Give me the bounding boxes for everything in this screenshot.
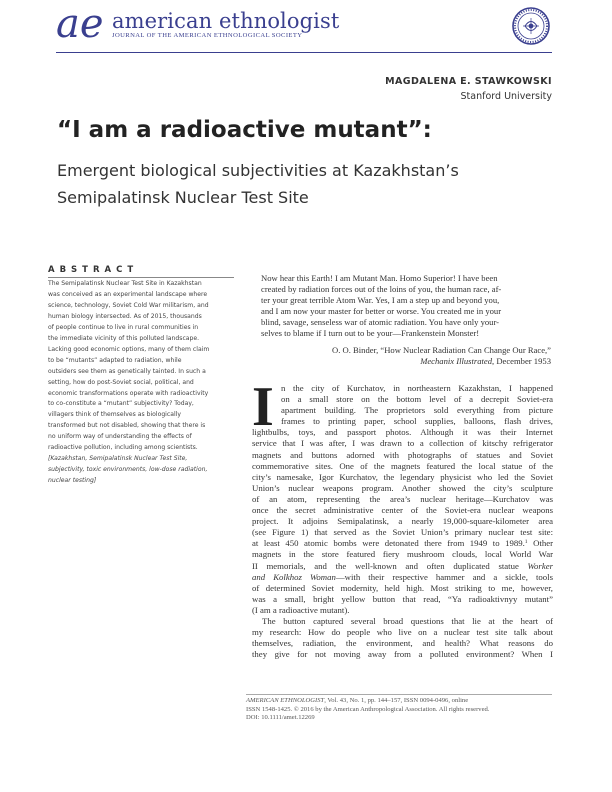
article-subtitle-line: Semipalatinsk Nuclear Test Site <box>57 188 309 207</box>
abstract-line: outsiders see them as genetically tainted. In such a <box>48 367 206 375</box>
body-line: frames to printing paper, school supplies, balloons, flash drives, <box>281 416 553 427</box>
body-line-text: Other <box>533 538 553 549</box>
citation-source: Mechanix Illustrated <box>420 356 493 366</box>
body-text <box>252 376 553 660</box>
author-name: MAGDALENA E. STAWKOWSKI <box>385 76 552 87</box>
body-line: on a small store on the bottom level of a decrepit Soviet-era <box>281 394 553 405</box>
keywords-text: nuclear testing] <box>48 477 97 485</box>
drop-cap: I <box>252 376 274 438</box>
body-line: project. It adjoins Semipalatinsk, a nearly 19,000-square-kilometer area <box>252 516 553 527</box>
epigraph-line: selves to blame if I turn out to be your—Frankenstein Monster! <box>261 328 480 338</box>
abstract-heading: ABSTRACT <box>48 265 139 275</box>
epigraph-line: created by radiation forces out of the loins of you, the human race, af- <box>261 284 502 294</box>
article-title: “I am a radioactive mutant”: <box>57 117 432 143</box>
abstract-line: science, technology, Soviet Cold War militarism, and <box>48 301 209 309</box>
body-line: of determined Soviet modernity, held high. Most striking to me, however, <box>252 582 553 593</box>
footer-divider <box>246 694 552 695</box>
epigraph-citation-source <box>261 356 551 367</box>
epigraph <box>261 273 551 367</box>
body-line <box>252 561 553 572</box>
abstract-line: radioactive pollution, including among scientists. <box>48 444 198 452</box>
abstract-line: was conceived as an experimental landscape where <box>48 290 208 298</box>
body-line: The button captured several broad questions that lie at the heart of <box>262 615 553 626</box>
body-line-text: II memorials, and the well-known and often duplicated statue <box>252 560 528 571</box>
body-line: magnets and buttons adorned with photographs of statues and Soviet <box>252 449 553 460</box>
footer-journal: AMERICAN ETHNOLOGIST <box>246 697 325 704</box>
epigraph-citation: O. O. Binder, “How Nuclear Radiation Can Change Our Race,” <box>332 345 551 355</box>
journal-name: american ethnologist <box>112 9 340 33</box>
abstract-text <box>48 279 238 487</box>
abstract-line: to be “mutants” adapted to radiation, while <box>48 356 182 364</box>
epigraph-line: blind, savage, senseless war of atomic radiation. You have only your- <box>261 317 500 327</box>
body-line-text: —with their respective hammer and a sickle, tools <box>335 571 553 582</box>
body-line: lightbulbs, toys, and passport photos. Although it was their Internet <box>252 427 553 438</box>
abstract-line: economic transformations operate with radioactivity <box>48 389 209 397</box>
body-line: service that I was after, I was drawn to a collection of kitschy refrigerator <box>252 438 553 449</box>
footer-doi: DOI: 10.1111/amet.12269 <box>246 714 315 722</box>
footer-line <box>246 697 489 706</box>
author-affiliation: Stanford University <box>460 91 552 102</box>
body-line: was a small, bright yellow button that read, “Ya radioaktivnyy mutant” <box>252 593 553 604</box>
abstract-line: human biology intersected. As of 2015, thousands <box>48 312 202 320</box>
article-footer <box>246 697 489 723</box>
abstract-keywords-line: [Kazakhstan, Semipalatinsk Nuclear Test Site, <box>48 455 188 463</box>
citation-date: , December 1953 <box>492 356 551 366</box>
body-line: city’s namesake, Igor Kurchatov, the legendary physicist who led the Soviet <box>252 471 553 482</box>
logo-text: ae <box>56 6 104 42</box>
body-line: once the secret administrative center of the Soviet-era nuclear weapons <box>252 505 553 516</box>
epigraph-line: Now hear this Earth! I am Mutant Man. Homo Superior! I have been <box>261 273 498 283</box>
abstract-divider <box>48 277 234 278</box>
abstract-line: Lacking good economic options, many of them claim <box>48 345 210 353</box>
society-seal-icon <box>511 6 551 46</box>
footer-text: , Vol. 43, No. 1, pp. 144–157, ISSN 0094-0496, online <box>324 697 469 704</box>
abstract-line: of people continue to live in rural communities in <box>48 323 199 331</box>
body-line: (see Figure 1) that served as the Soviet Union’s primary nuclear test site: <box>252 527 553 538</box>
abstract-line: villagers think of themselves as biologically <box>48 411 181 419</box>
body-line: n the city of Kurchatov, in northeastern Kazakhstan, I happened <box>281 383 553 393</box>
abstract-line: transformed but not disabled, showing that there is <box>48 422 206 430</box>
statue-name: and Kolkhoz Woman <box>252 571 336 582</box>
article-subtitle-line: Emergent biological subjectivities at Kazakhstan’s <box>57 161 459 180</box>
footer-line: ISSN 1548-1425. © 2016 by the American Anthropological Association. All rights reserved. <box>246 705 490 713</box>
journal-subtitle: JOURNAL OF THE AMERICAN ETHNOLOGICAL SOCIETY <box>112 32 303 39</box>
body-line <box>252 572 553 583</box>
epigraph-line: ter your great terrible Atom War. Yes, I am a step up and beyond you, <box>261 295 500 305</box>
abstract-line: setting, how do post-Soviet social, political, and <box>48 378 194 386</box>
abstract-line: The Semipalatinsk Nuclear Test Site in Kazakhstan <box>48 280 202 287</box>
body-line: they give for not moving away from a polluted environment? When I <box>252 649 553 660</box>
abstract-line: to co-constitute a “mutant” subjectivity? Today, <box>48 400 194 408</box>
body-line: magnets in the store featured fiery mushroom clouds, local World War <box>252 549 553 560</box>
body-line-text: at least 450 atomic bombs were detonated there from 1949 to 1989. <box>252 538 525 549</box>
body-line: commemorative sites. One of the magnets featured the local statue of the <box>252 460 553 471</box>
body-line: my research: How do people who live on a nuclear test site talk about <box>252 627 553 638</box>
statue-name: Worker <box>527 560 553 571</box>
epigraph-line: and I am now your master for better or worse. You created me in your <box>261 306 502 316</box>
body-line: of an atom, representing the area’s nuclear heritage—Kurchatov was <box>252 493 553 504</box>
abstract-line: no uniform way of understanding the effects of <box>48 433 192 441</box>
abstract-keywords-line: subjectivity, toxic environments, low-dose radiation, <box>48 466 208 474</box>
body-line: themselves, radiation, the environment, and health? What reasons do <box>252 638 553 649</box>
body-line <box>252 538 553 549</box>
header-divider <box>56 52 552 53</box>
journal-logo-icon <box>56 6 106 42</box>
abstract-line: the immediate vicinity of this polluted landscape. <box>48 334 200 342</box>
body-line: Union’s nuclear weapons program. Another showed the city’s sculpture <box>252 482 553 493</box>
body-line: apartment building. The proprietors sold everything from picture <box>281 405 553 416</box>
footnote-marker: 1 <box>524 539 528 546</box>
body-line: (I am a radioactive mutant). <box>252 604 350 615</box>
abstract-keywords-line <box>48 476 238 487</box>
